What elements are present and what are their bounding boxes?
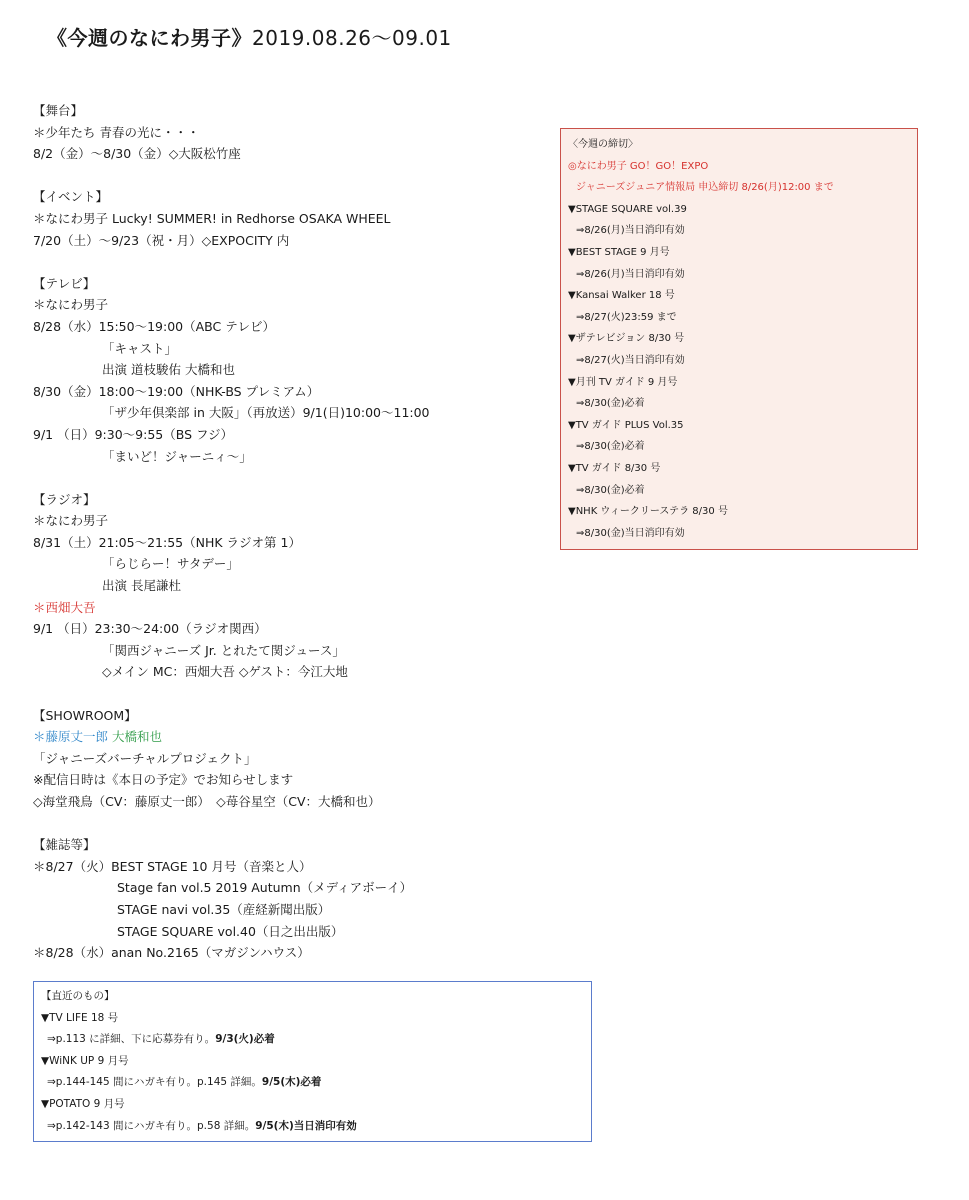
recent-item-note <box>41 1072 583 1094</box>
tv-entry1-program: 「キャスト」 <box>102 340 178 356</box>
showroom-note: ※配信日時は《本日の予定》でお知らせします <box>33 772 294 788</box>
radio-entry2-cast: ◇メイン MC：西畑大吾 ◇ゲスト：今江大地 <box>102 664 348 680</box>
tv-entry2-program: 「ザ少年倶楽部 in 大阪」（再放送）9/1(日)10:00〜11:00 <box>102 405 430 421</box>
deadline-item-name: ▼NHK ウィークリーステラ 8/30 号 <box>568 506 728 518</box>
deadline-item-note: ⇒8/27(火)23:59 まで <box>576 311 677 323</box>
deadline-item-note: ⇒8/30(金)必着 <box>576 398 645 410</box>
deadline-item-name: ▼STAGE SQUARE vol.39 <box>568 203 687 215</box>
deadline-item-name: ▼Kansai Walker 18 号 <box>568 290 675 302</box>
magazines-line2: Stage fan vol.5 2019 Autumn（メディアボーイ） <box>117 880 413 896</box>
deadline-item-note: ⇒8/30(金)必着 <box>576 441 645 453</box>
recent-item-name: ▼POTATO 9 月号 <box>41 1097 125 1110</box>
weekly-deadlines-box <box>560 128 918 550</box>
recent-item-detail: ⇒p.142-143 間にハガキ有り。p.58 詳細。 <box>47 1119 256 1132</box>
showroom-member2: 大橋和也 <box>112 729 163 745</box>
recent-item-detail: ⇒p.113 に詳細、下に応募券有り。 <box>47 1033 216 1046</box>
radio-group1: ＊なにわ男子 <box>33 513 109 529</box>
recent-item-deadline: 9/5(木)当日消印有効 <box>255 1119 357 1132</box>
deadlines-expo-title: ◎なにわ男子 GO！GO！EXPO <box>568 160 709 172</box>
deadlines-expo-note: ジャニーズジュニア情報局 申込締切 8/26(月)12:00 まで <box>576 182 834 194</box>
event-item: ＊なにわ男子 Lucky! SUMMER! in Redhorse OSAKA WHEEL <box>33 210 391 226</box>
recent-item-note <box>41 1116 583 1138</box>
event-date: 7/20（土）〜9/23（祝・月）◇EXPOCITY 内 <box>33 232 290 248</box>
tv-entry1-cast: 出演 道枝駿佑 大橋和也 <box>102 362 235 378</box>
showroom-members <box>33 726 553 748</box>
magazines-line1: ＊8/27（火）BEST STAGE 10 月号（音楽と人） <box>33 858 312 874</box>
magazines-heading: 【雑誌等】 <box>33 837 96 853</box>
deadline-item-name: ▼TV ガイド PLUS Vol.35 <box>568 419 684 431</box>
recent-item-name: ▼WiNK UP 9 月号 <box>41 1054 129 1067</box>
radio-heading: 【ラジオ】 <box>33 491 96 507</box>
deadlines-heading: 〈今週の締切〉 <box>568 139 638 150</box>
deadline-item-name: ▼TV ガイド 8/30 号 <box>568 462 661 474</box>
deadline-item-note: ⇒8/26(月)当日消印有効 <box>576 225 685 237</box>
tv-entry3-program: 「まいど！ジャーニィ〜」 <box>102 448 252 464</box>
recent-heading: 【直近のもの】 <box>41 990 115 1002</box>
deadline-item-note: ⇒8/30(金)当日消印有効 <box>576 527 685 539</box>
deadline-item-note: ⇒8/30(金)必着 <box>576 484 645 496</box>
showroom-project: 「ジャニーズバーチャルプロジェクト」 <box>33 750 257 766</box>
radio-entry2-time: 9/1 （日）23:30〜24:00（ラジオ関西） <box>33 621 267 637</box>
radio-group2: ＊西畑大吾 <box>33 599 96 615</box>
stage-date: 8/2（金）〜8/30（金）◇大阪松竹座 <box>33 146 241 162</box>
tv-entry2-time: 8/30（金）18:00〜19:00（NHK-BS プレミアム） <box>33 383 320 399</box>
recent-items-box <box>33 981 592 1142</box>
schedule-column <box>33 100 553 964</box>
recent-item-deadline: 9/5(木)必着 <box>261 1076 322 1089</box>
recent-item-deadline: 9/3(火)必着 <box>215 1033 275 1046</box>
radio-entry1-time: 8/31（土）21:05〜21:55（NHK ラジオ第 1） <box>33 534 301 550</box>
recent-item-detail: ⇒p.144-145 間にハガキ有り。p.145 詳細。 <box>47 1076 262 1089</box>
title-name: 《今週のなにわ男子》 <box>47 26 252 50</box>
deadline-item-name: ▼ザテレビジョン 8/30 号 <box>568 333 685 345</box>
magazines-line3: STAGE navi vol.35（産経新聞出版） <box>117 901 331 917</box>
title-dates: 2019.08.26〜09.01 <box>252 26 452 50</box>
recent-item-note <box>41 1029 583 1051</box>
tv-entry3-time: 9/1 （日）9:30〜9:55（BS フジ） <box>33 426 233 442</box>
event-heading: 【イベント】 <box>33 189 109 205</box>
deadline-item-note: ⇒8/27(火)当日消印有効 <box>576 354 685 366</box>
magazines-line5: ＊8/28（水）anan No.2165（マガジンハウス） <box>33 945 310 961</box>
tv-group: ＊なにわ男子 <box>33 297 109 313</box>
tv-entry1-time: 8/28（水）15:50〜19:00（ABC テレビ） <box>33 318 275 334</box>
page-title <box>47 22 452 51</box>
stage-heading: 【舞台】 <box>33 103 84 118</box>
showroom-cast: ◇海堂飛鳥（CV：藤原丈一郎） ◇苺谷星空（CV：大橋和也） <box>33 794 381 809</box>
showroom-member1: ＊藤原丈一郎 <box>33 729 109 745</box>
deadline-item-name: ▼月刊 TV ガイド 9 月号 <box>568 376 678 388</box>
showroom-heading: 【SHOWROOM】 <box>33 707 137 723</box>
tv-heading: 【テレビ】 <box>33 275 96 291</box>
deadline-item-note: ⇒8/26(月)当日消印有効 <box>576 268 685 280</box>
radio-entry2-program: 「関西ジャニーズ Jr. とれたて関ジュース」 <box>102 642 345 658</box>
radio-entry1-cast: 出演 長尾謙杜 <box>102 578 181 594</box>
recent-item-name: ▼TV LIFE 18 号 <box>41 1011 119 1024</box>
magazines-line4: STAGE SQUARE vol.40（日之出出版） <box>117 923 344 939</box>
stage-item: ＊少年たち 青春の光に・・・ <box>33 124 200 140</box>
radio-entry1-program: 「らじらー！サタデー」 <box>102 556 239 572</box>
deadline-item-name: ▼BEST STAGE 9 月号 <box>568 246 670 258</box>
